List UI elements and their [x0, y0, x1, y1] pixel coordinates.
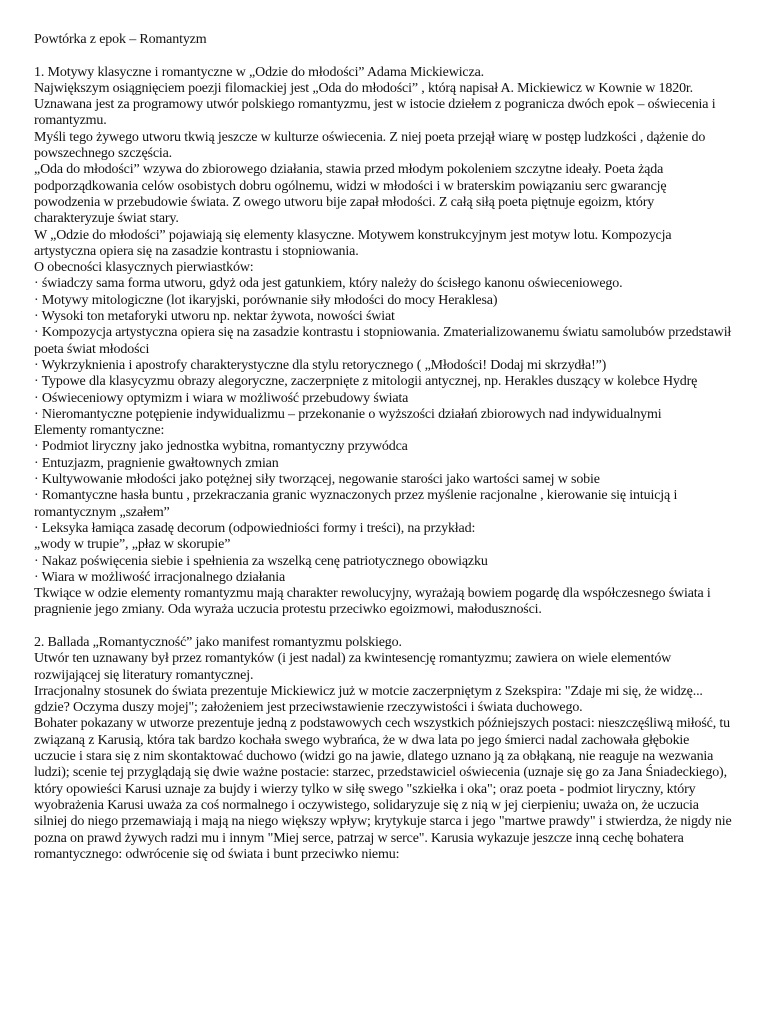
- list-item: · Kultywowanie młodości jako potężnej siły tworzącej, negowanie starości jako wartości samej w sobie: [34, 472, 600, 488]
- list-item: · Wiara w możliwość irracjonalnego działania: [34, 569, 286, 585]
- list-item: · Kompozycja artystyczna opiera się na zasadzie kontrastu i stopniowania. Zmaterializowanemu światu samolubów przedstawił poeta świat młodości: [34, 325, 732, 357]
- paragraph: Tkwiące w odzie elementy romantyzmu mają charakter rewolucyjny, wyrażają bowiem pogardę dla współczesnego świata i pragnienie jego zmiany. Oda wyraża uczucia protestu przeciwko egoizmowi, małoduszności.: [34, 586, 711, 618]
- paragraph: Irracjonalny stosunek do świata prezentuje Mickiewicz już w motcie zaczerpniętym z Szekspira: "Zdaje mi się, że widzę... gdzie? Oczyma duszy mojej"; założeniem jest przeciwstawienie rzeczywistości i świata duchowego.: [34, 683, 703, 716]
- list-item: · Nieromantyczne potępienie indywidualizmu – przekonanie o wyższości działań zbiorowych nad indywidualnymi: [34, 406, 662, 422]
- paragraph: W „Odzie do młodości” pojawiają się elementy klasyczne. Motywem konstrukcyjnym jest motyw lotu. Kompozycja artystyczna opiera się na zasadzie kontrastu i stopniowania.: [34, 227, 672, 259]
- blank-line: [34, 619, 734, 635]
- list-item: · Typowe dla klasycyzmu obrazy alegoryczne, zaczerpnięte z mitologii antycznej, np. Herakles duszący w kolebce Hydrę: [34, 374, 698, 390]
- blank-line: [34, 48, 734, 64]
- paragraph: O obecności klasycznych pierwiastków:: [34, 260, 254, 276]
- list-item: · Oświeceniowy optymizm i wiara w możliwość przebudowy świata: [34, 390, 409, 406]
- list-item: „wody w trupie”, „płaz w skorupie”: [34, 537, 231, 553]
- list-item: · Motywy mitologiczne (lot ikaryjski, porównanie siły młodości do mocy Heraklesa): [34, 292, 498, 308]
- section-2-heading: 2. Ballada „Romantyczność” jako manifest romantyzmu polskiego.: [34, 634, 402, 650]
- list-item: · Romantyczne hasła buntu , przekraczania granic wyznaczonych przez myślenie racjonalne , kierowanie się intuicją i romantycznym „szałem”: [34, 488, 678, 520]
- paragraph: „Oda do młodości” wzywa do zbiorowego działania, stawia przed młodym pokoleniem szczytne ideały. Poeta żąda podporządkowania celów osobistych dobru ogólnemu, widzi w młodości i w braterskim powiązaniu serc gwarancję powodzenia w przebudowie świata. Z owego utworu bije zapał młodości. Z całą siłą poeta piętnuje egoizm, który charakteryzuje świat stary.: [34, 162, 667, 227]
- list-item: · świadczy sama forma utworu, gdyż oda jest gatunkiem, który należy do ścisłego kanonu oświeceniowego.: [34, 276, 623, 292]
- paragraph: Myśli tego żywego utworu tkwią jeszcze w kulturze oświecenia. Z niej poeta przejął wiarę w postęp ludzkości , dążenie do powszechnego szczęścia.: [34, 129, 706, 162]
- paragraph: Największym osiągnięciem poezji filomackiej jest „Oda do młodości” , którą napisał A. Mickiewicz w Kownie w 1820r. Uznawana jest za programowy utwór polskiego romantyzmu, jest w istocie dziełem z pogranicza dwóch epok – oświecenia i romantyzmu.: [34, 80, 716, 129]
- list-item: · Leksyka łamiąca zasadę decorum (odpowiedniości formy i treści), na przykład:: [34, 520, 476, 536]
- list-item: · Wysoki ton metaforyki utworu np. nektar żywota, nowości świat: [34, 309, 395, 325]
- document-title: Powtórka z epok – Romantyzm: [34, 32, 207, 47]
- paragraph: Bohater pokazany w utworze prezentuje jedną z podstawowych cech wszystkich późniejszych postaci: nieszczęśliwą miłość, tu związaną z Karusią, która tak bardzo kochała swego wybrańca, że w dwa lata po jego śmierci nadal zachowała głębokie uczucie i stara się z nim skontaktować duchowo (widzi go na jawie, dlatego uznano ją za obłąkaną, nie reaguje na wezwania ludzi); scenie tej przyglądają się dwie ważne postacie: starzec, przedstawiciel oświecenia (uznaje się go za Jana Śniadeckiego), który opowieści Karusi uznaje za bujdy i wierzy tylko w siłę swego "szkiełka i oka"; oraz poeta - podmiot liryczny, który wyobrażenia Karusi uważa za coś normalnego i oczywistego, solidaryzuje się z nią w jej cierpieniu; uważa on, że uczucia silniej do niego przemawiają i mają na niego większy wpływ; krytykuje starca i jego "martwe prawdy" i stwierdza, że nigdy nie pozna on prawd żywych radzi mu i innym "Miej serce, patrzaj w serce". Karusia wykazuje jeszcze inną cechę bohatera romantycznego: odwrócenie się od świata i bunt przeciwko niemu:: [34, 716, 732, 862]
- romantic-elements-heading: Elementy romantyczne:: [34, 423, 165, 439]
- list-item: · Podmiot liryczny jako jednostka wybitna, romantyczny przywódca: [34, 439, 408, 455]
- list-item: · Nakaz poświęcenia siebie i spełnienia za wszelką cenę patriotycznego obowiązku: [34, 553, 488, 569]
- paragraph: Utwór ten uznawany był przez romantyków (i jest nadal) za kwintesencję romantyzmu; zawiera on wiele elementów rozwijającej się literatury romantycznej.: [34, 651, 672, 683]
- list-item: · Entuzjazm, pragnienie gwałtownych zmian: [34, 455, 279, 471]
- list-item: · Wykrzyknienia i apostrofy charakterystyczne dla stylu retorycznego ( „Młodości! Dodaj mi skrzydła!”): [34, 357, 607, 373]
- document-body: [34, 32, 734, 863]
- section-1-heading: 1. Motywy klasyczne i romantyczne w „Odzie do młodości” Adama Mickiewicza.: [34, 64, 484, 80]
